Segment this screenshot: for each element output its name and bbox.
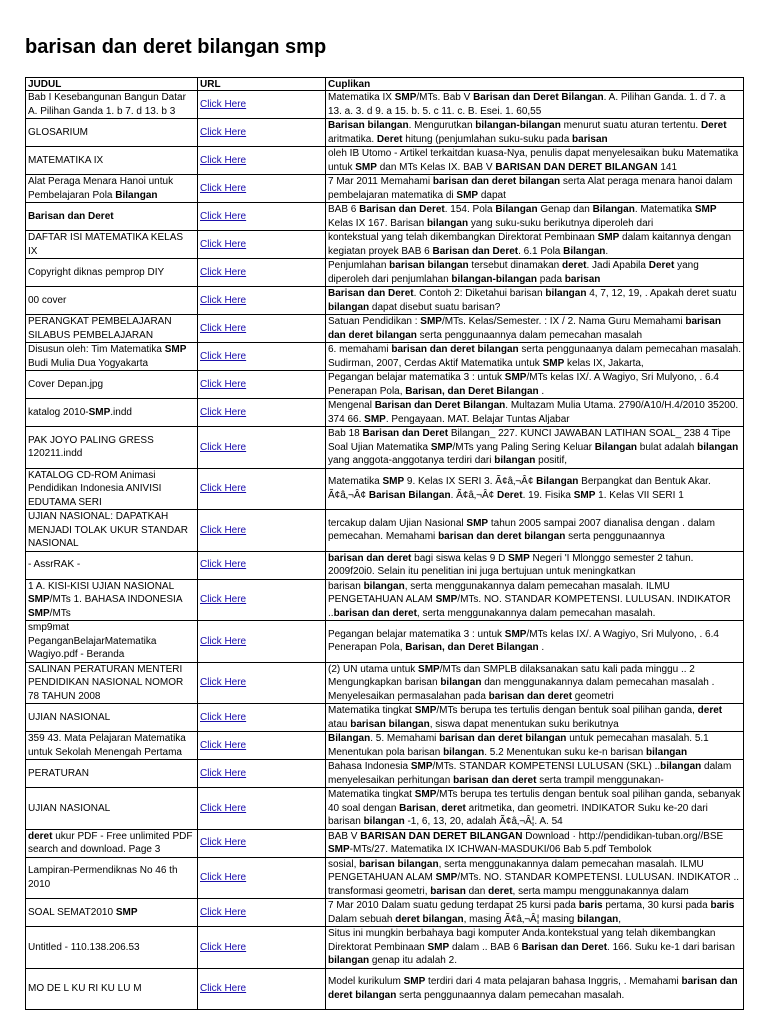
- row-url: [198, 231, 326, 259]
- row-cuplikan: [326, 927, 744, 969]
- table-row: [26, 315, 744, 343]
- row-url: [198, 927, 326, 969]
- click-here-link[interactable]: Click Here: [200, 210, 247, 222]
- table-row: [26, 427, 744, 469]
- table-row: [26, 203, 744, 231]
- table-row: [26, 231, 744, 259]
- row-judul-text: DAFTAR ISI MATEMATIKA KELAS IX: [28, 232, 184, 257]
- row-judul-text: Untitled - 110.138.206.53: [28, 941, 140, 953]
- table-row: [26, 551, 744, 579]
- row-judul-text: PERANGKAT PEMBELAJARAN SILABUS PEMBELAJARAN: [28, 316, 172, 341]
- row-cuplikan-text: Satuan Pendidikan : SMP/MTs. Kelas/Semester. : IX / 2. Nama Guru Memahami barisan dan deret bilangan serta penggunaannya dalam pemecahan masalah: [328, 316, 721, 341]
- row-judul-text: 1 A. KISI-KISI UJIAN NASIONAL SMP/MTs 1. BAHASA INDONESIA SMP/MTs: [28, 580, 182, 619]
- row-cuplikan: [326, 91, 744, 119]
- row-judul-text: GLOSARIUM: [28, 126, 89, 138]
- row-cuplikan: [326, 259, 744, 287]
- row-cuplikan: [326, 829, 744, 857]
- table-row: [26, 343, 744, 371]
- row-judul-text: Disusun oleh: Tim Matematika SMP Budi Mulia Dua Yogyakarta: [28, 344, 187, 369]
- row-cuplikan-text: Matematika SMP 9. Kelas IX SERI 3. Ã¢â‚¬Â¢ Bilangan Berpangkat dan Bentuk Akar. Ã¢â‚¬Â¢ Barisan Bilangan. Ã¢â‚¬Â¢ Deret. 19. Fisika SMP 1. Kelas VII SERI 1: [328, 476, 711, 501]
- row-judul: [26, 829, 198, 857]
- row-judul-text: 359 43. Mata Pelajaran Matematika untuk Sekolah Menengah Pertama: [28, 733, 186, 758]
- row-judul: [26, 399, 198, 427]
- row-cuplikan: [326, 231, 744, 259]
- table-row: [26, 287, 744, 315]
- table-row: [26, 399, 744, 427]
- row-judul-text: Copyright diknas pemprop DIY: [28, 266, 165, 278]
- table-row: [26, 760, 744, 788]
- row-judul: [26, 371, 198, 399]
- row-cuplikan: [326, 315, 744, 343]
- click-here-link[interactable]: Click Here: [200, 802, 247, 814]
- row-judul-text: UJIAN NASIONAL: DAPATKAH MENJADI TOLAK UKUR STANDAR NASIONAL: [28, 511, 189, 549]
- table-row: [26, 829, 744, 857]
- click-here-link[interactable]: Click Here: [200, 441, 247, 453]
- row-cuplikan-text: BAB V BARISAN DAN DERET BILANGAN Download · http://pendidikan-tuban.org//BSE SMP-MTs/27. Matematika IX ICHWAN-MASDUKI/06 Bab 5.pdf Tembolok: [328, 830, 724, 855]
- row-cuplikan-text: 7 Mar 2011 Memahami barisan dan deret bilangan serta Alat peraga menara hanoi dalam pembelajaran matematika di SMP dapat: [328, 176, 733, 201]
- row-cuplikan: [326, 788, 744, 830]
- row-cuplikan-text: kontekstual yang telah dikembangkan Direktorat Pembinaan SMP dalam kaitannya dengan kegiatan proyek BAB 6 Barisan dan Deret. 6.1 Pola Bilangan.: [328, 232, 732, 257]
- row-url: [198, 147, 326, 175]
- row-judul: [26, 551, 198, 579]
- table-row: [26, 175, 744, 203]
- row-url: [198, 662, 326, 704]
- row-judul: [26, 287, 198, 315]
- row-judul: [26, 203, 198, 231]
- row-url: [198, 899, 326, 927]
- row-cuplikan: [326, 968, 744, 1009]
- row-judul: [26, 732, 198, 760]
- click-here-link[interactable]: Click Here: [200, 322, 247, 334]
- row-url: [198, 371, 326, 399]
- row-cuplikan: [326, 427, 744, 469]
- row-cuplikan-text: Bab 18 Barisan dan Deret Bilangan_ 227. KUNCI JAWABAN LATIHAN SOAL_ 238 4 Tipe Soal Ujian Matematika SMP/MTs yang Paling Sering Keluar Bilangan bulat adalah bilangan yang anggota-anggotanya terdiri dari bilangan positif,: [328, 428, 739, 466]
- row-url: [198, 259, 326, 287]
- table-row: [26, 147, 744, 175]
- row-judul: [26, 579, 198, 621]
- results-table: [25, 77, 744, 1010]
- row-cuplikan: [326, 732, 744, 760]
- row-cuplikan-text: Matematika IX SMP/MTs. Bab V Barisan dan Deret Bilangan. A. Pilihan Ganda. 1. d 7. a 13. a. 3. d 9. a 15. b. 5. c 11. c. B. Esei. 1. 60,55: [328, 92, 726, 117]
- row-cuplikan-text: Matematika tingkat SMP/MTs berupa tes tertulis dengan bentuk soal pilihan ganda, deret atau barisan bilangan, siswa dapat menentukan suku berikutnya: [328, 705, 723, 730]
- row-url: [198, 829, 326, 857]
- click-here-link[interactable]: Click Here: [200, 982, 247, 994]
- row-judul: [26, 857, 198, 899]
- row-cuplikan-text: sosial, barisan bilangan, serta menggunakannya dalam pemecahan masalah. ILMU PENGETAHUAN ALAM SMP/MTs. NO. STANDAR KOMPETENSI. LULUSAN. INDIKATOR .. transformasi geometri, barisan dan deret, serta mampu menggunakannya dalam: [328, 858, 740, 897]
- row-judul-text: Bab I Kesebangunan Bangun Datar A. Pilihan Ganda 1. b 7. d 13. b 3: [28, 92, 186, 117]
- row-cuplikan-text: Mengenal Barisan dan Deret Bilangan. Multazam Mulia Utama. 2790/A10/H.4/2010 35200. 374 66. SMP. Pengayaan. MAT. Belajar Tuntas Aljabar: [328, 400, 739, 425]
- row-judul-text: UJIAN NASIONAL: [28, 711, 111, 723]
- click-here-link[interactable]: Click Here: [200, 238, 247, 250]
- row-cuplikan-text: Pegangan belajar matematika 3 : untuk SMP/MTs kelas IX/. A Wagiyo, Sri Mulyono, . 6.4 Penerapan Pola, Barisan, dan Deret Bilangan .: [328, 628, 719, 654]
- row-judul-text: - AssrRAK -: [28, 559, 81, 571]
- row-url: [198, 287, 326, 315]
- row-cuplikan: [326, 119, 744, 147]
- table-row: [26, 91, 744, 119]
- row-judul-text: PERATURAN: [28, 767, 89, 779]
- row-url: [198, 551, 326, 579]
- table-row: [26, 621, 744, 663]
- column-header-judul: JUDUL: [26, 78, 198, 91]
- table-row: [26, 899, 744, 927]
- table-row: [26, 704, 744, 732]
- row-cuplikan-text: 7 Mar 2010 Dalam suatu gedung terdapat 25 kursi pada baris pertama, 30 kursi pada baris Dalam sebuah deret bilangan, masing Ã¢â‚¬Â¦ masing bilangan,: [328, 900, 735, 925]
- row-cuplikan: [326, 371, 744, 399]
- row-judul: [26, 119, 198, 147]
- row-url: [198, 579, 326, 621]
- row-judul: [26, 968, 198, 1009]
- click-here-link[interactable]: Click Here: [200, 524, 247, 536]
- row-judul: [26, 175, 198, 203]
- row-judul: [26, 510, 198, 552]
- row-cuplikan-text: Bahasa Indonesia SMP/MTs. STANDAR KOMPETENSI LULUSAN (SKL) ..bilangan dalam menyelesaikan perhitungan barisan dan deret serta trampil menggunakan-: [328, 761, 732, 786]
- row-judul: [26, 788, 198, 830]
- row-judul: [26, 468, 198, 510]
- row-url: [198, 119, 326, 147]
- click-here-link[interactable]: Click Here: [200, 350, 247, 362]
- page-title: barisan dan deret bilangan smp: [25, 36, 327, 58]
- column-header-url: URL: [198, 78, 326, 91]
- row-cuplikan: [326, 857, 744, 899]
- click-here-link[interactable]: Click Here: [200, 739, 247, 751]
- row-url: [198, 760, 326, 788]
- click-here-link[interactable]: Click Here: [200, 378, 247, 390]
- row-url: [198, 427, 326, 469]
- row-cuplikan-text: Bilangan. 5. Memahami barisan dan deret bilangan untuk pemecahan masalah. 5.1 Menentukan pola barisan bilangan. 5.2 Menentukan suku ke-n barisan bilangan: [328, 733, 709, 758]
- row-url: [198, 857, 326, 899]
- row-cuplikan-text: Penjumlahan barisan bilangan tersebut dinamakan deret. Jadi Apabila Deret yang diperoleh dari penjumlahan bilangan-bilangan pada barisan: [328, 260, 699, 285]
- row-url: [198, 91, 326, 119]
- row-judul: [26, 315, 198, 343]
- click-here-link[interactable]: Click Here: [200, 677, 247, 688]
- click-here-link[interactable]: Click Here: [200, 154, 247, 166]
- click-here-link[interactable]: Click Here: [200, 98, 247, 110]
- row-url: [198, 510, 326, 552]
- row-cuplikan-text: barisan bilangan, serta menggunakannya dalam pemecahan masalah. ILMU PENGETAHUAN ALAM SMP/MTs. NO. STANDAR KOMPETENSI. LULUSAN. INDIKATOR ..barisan dan deret, serta menggunakannya dalam pemecahan masalah.: [328, 580, 731, 619]
- row-cuplikan-text: BAB 6 Barisan dan Deret. 154. Pola Bilangan Genap dan Bilangan. Matematika SMP Kelas IX 167. Barisan bilangan yang suku-suku berikutnya diperoleh dari: [328, 204, 717, 229]
- click-here-link[interactable]: Click Here: [200, 559, 247, 571]
- row-url: [198, 399, 326, 427]
- table-row: [26, 119, 744, 147]
- row-cuplikan: [326, 147, 744, 175]
- results-body: [26, 91, 744, 1010]
- row-judul-text: SALINAN PERATURAN MENTERI PENDIDIKAN NASIONAL NOMOR 78 TAHUN 2008: [28, 663, 184, 702]
- row-url: [198, 788, 326, 830]
- click-here-link[interactable]: Click Here: [200, 872, 247, 883]
- row-url: [198, 621, 326, 663]
- row-cuplikan: [326, 621, 744, 663]
- row-cuplikan: [326, 203, 744, 231]
- row-judul-text: deret ukur PDF - Free unlimited PDF search and download. Page 3: [28, 830, 193, 855]
- row-cuplikan: [326, 579, 744, 621]
- table-row: [26, 732, 744, 760]
- click-here-link[interactable]: Click Here: [200, 767, 247, 779]
- row-judul-text: MATEMATIKA IX: [28, 154, 104, 166]
- row-url: [198, 468, 326, 510]
- row-judul-text: KATALOG CD-ROM Animasi Pendidikan Indonesia ANIVISI EDUTAMA SERI: [28, 469, 162, 508]
- row-cuplikan-text: (2) UN utama untuk SMP/MTs dan SMPLB dilaksanakan satu kali pada minggu .. 2 Mengungkapkan barisan bilangan dan menggunakannya dalam pemecahan masalah . Menyelesaikan permasalahan pada barisan dan deret geometri: [328, 663, 715, 702]
- row-cuplikan-text: 6. memahami barisan dan deret bilangan serta penggunaanya dalam pemecahan masalah. Sudirman, 2007, Cerdas Aktif Matematika untuk SMP kelas IX, Jakarta,: [328, 344, 741, 369]
- row-judul-text: smp9mat PeganganBelajarMatematika Wagiyo.pdf - Beranda: [28, 622, 157, 660]
- row-cuplikan: [326, 399, 744, 427]
- click-here-link[interactable]: Click Here: [200, 406, 247, 418]
- table-row: [26, 468, 744, 510]
- row-cuplikan-text: tercakup dalam Ujian Nasional SMP tahun 2005 sampai 2007 dianalisa dengan . dalam pemecahan. Memahami barisan dan deret bilangan serta penggunaannya: [328, 517, 715, 543]
- row-judul-text: MO DE L KU RI KU LU M: [28, 982, 142, 994]
- row-judul: [26, 899, 198, 927]
- row-cuplikan-text: Model kurikulum SMP terdiri dari 4 mata pelajaran bahasa Inggris, . Memahami barisan dan deret bilangan serta penggunaannya dalam pemecahan masalah.: [328, 976, 738, 1001]
- row-judul-text: SOAL SEMAT2010 SMP: [28, 906, 138, 918]
- click-here-link[interactable]: Click Here: [200, 126, 247, 138]
- row-url: [198, 175, 326, 203]
- table-row: [26, 259, 744, 287]
- table-row: [26, 927, 744, 969]
- row-judul: [26, 760, 198, 788]
- click-here-link[interactable]: Click Here: [200, 594, 247, 605]
- click-here-link[interactable]: Click Here: [200, 941, 247, 953]
- row-judul: [26, 231, 198, 259]
- row-judul: [26, 621, 198, 663]
- row-url: [198, 704, 326, 732]
- row-cuplikan-text: oleh IB Utomo - Artikel terkaitdan kuasa-Nya, penulis dapat menyelesaikan buku Matematika untuk SMP dan MTs Kelas IX. BAB V BARISAN DAN DERET BILANGAN 141: [328, 148, 739, 173]
- row-url: [198, 343, 326, 371]
- row-cuplikan-text: Barisan dan Deret. Contoh 2: Diketahui barisan bilangan 4, 7, 12, 19, . Apakah deret suatu bilangan dapat disebut suatu barisan?: [328, 288, 737, 313]
- row-cuplikan: [326, 175, 744, 203]
- row-judul-text: PAK JOYO PALING GRESS 120211.indd: [28, 434, 154, 460]
- row-cuplikan-text: Pegangan belajar matematika 3 : untuk SMP/MTs kelas IX/. A Wagiyo, Sri Mulyono, . 6.4 Penerapan Pola, Barisan, dan Deret Bilangan .: [328, 372, 719, 397]
- row-cuplikan-text: barisan dan deret bagi siswa kelas 9 D SMP Negeri 'I Mlonggo semester 2 tahun. 2009f20i0. Selain itu penelitian ini juga bertujuan untuk meningkatkan: [328, 552, 694, 577]
- table-row: [26, 857, 744, 899]
- click-here-link[interactable]: Click Here: [200, 483, 247, 494]
- table-row: [26, 510, 744, 552]
- row-cuplikan: [326, 468, 744, 510]
- column-header-cuplikan: Cuplikan: [326, 78, 744, 91]
- table-row: [26, 371, 744, 399]
- row-cuplikan-text: Barisan bilangan. Mengurutkan bilangan-bilangan menurut suatu aturan tertentu. Deret aritmatika. Deret hitung (penjumlahan suku-suku pada barisan: [328, 120, 727, 145]
- row-judul: [26, 427, 198, 469]
- row-cuplikan: [326, 510, 744, 552]
- table-row: [26, 579, 744, 621]
- row-judul-text: 00 cover: [28, 294, 67, 306]
- row-judul: [26, 147, 198, 175]
- row-judul: [26, 343, 198, 371]
- click-here-link[interactable]: Click Here: [200, 906, 247, 918]
- row-judul-text: Cover Depan.jpg: [28, 378, 104, 390]
- row-cuplikan: [326, 760, 744, 788]
- row-cuplikan-text: Matematika tingkat SMP/MTs berupa tes tertulis dengan bentuk soal pilihan ganda, sebanyak 40 soal dengan Barisan, deret aritmetika, dan geometri. INDIKATOR Suku ke-20 dari barisan bilangan -1, 6, 13, 20, adalah Ã¢â‚¬Â¦. A. 54: [328, 789, 741, 827]
- row-judul: [26, 927, 198, 969]
- click-here-link[interactable]: Click Here: [200, 837, 247, 849]
- click-here-link[interactable]: Click Here: [200, 266, 247, 278]
- row-url: [198, 732, 326, 760]
- row-cuplikan: [326, 662, 744, 704]
- row-cuplikan: [326, 287, 744, 315]
- row-cuplikan: [326, 343, 744, 371]
- row-cuplikan-text: Situs ini mungkin berbahaya bagi komputer Anda.kontekstual yang telah dikembangkan Direktorat Pembinaan SMP dalam .. BAB 6 Barisan dan Deret. 166. Suku ke-1 dari barisan bilangan genap itu adalah 2.: [328, 928, 735, 966]
- click-here-link[interactable]: Click Here: [200, 182, 247, 194]
- row-judul-text: Lampiran-Permendiknas No 46 th 2010: [28, 865, 178, 890]
- row-judul-text: Barisan dan Deret: [28, 210, 114, 222]
- click-here-link[interactable]: Click Here: [200, 635, 247, 647]
- row-judul: [26, 259, 198, 287]
- row-cuplikan: [326, 704, 744, 732]
- row-cuplikan: [326, 551, 744, 579]
- table-header-row: [26, 78, 744, 91]
- table-row: [26, 662, 744, 704]
- row-url: [198, 203, 326, 231]
- table-row: [26, 788, 744, 830]
- table-row: [26, 968, 744, 1009]
- row-judul-text: katalog 2010-SMP.indd: [28, 406, 132, 418]
- row-url: [198, 315, 326, 343]
- row-judul: [26, 662, 198, 704]
- row-judul: [26, 91, 198, 119]
- row-judul-text: UJIAN NASIONAL: [28, 802, 111, 814]
- click-here-link[interactable]: Click Here: [200, 711, 247, 723]
- row-judul: [26, 704, 198, 732]
- click-here-link[interactable]: Click Here: [200, 294, 247, 306]
- row-url: [198, 968, 326, 1009]
- row-judul-text: Alat Peraga Menara Hanoi untuk Pembelajaran Pola Bilangan: [28, 176, 174, 201]
- row-cuplikan: [326, 899, 744, 927]
